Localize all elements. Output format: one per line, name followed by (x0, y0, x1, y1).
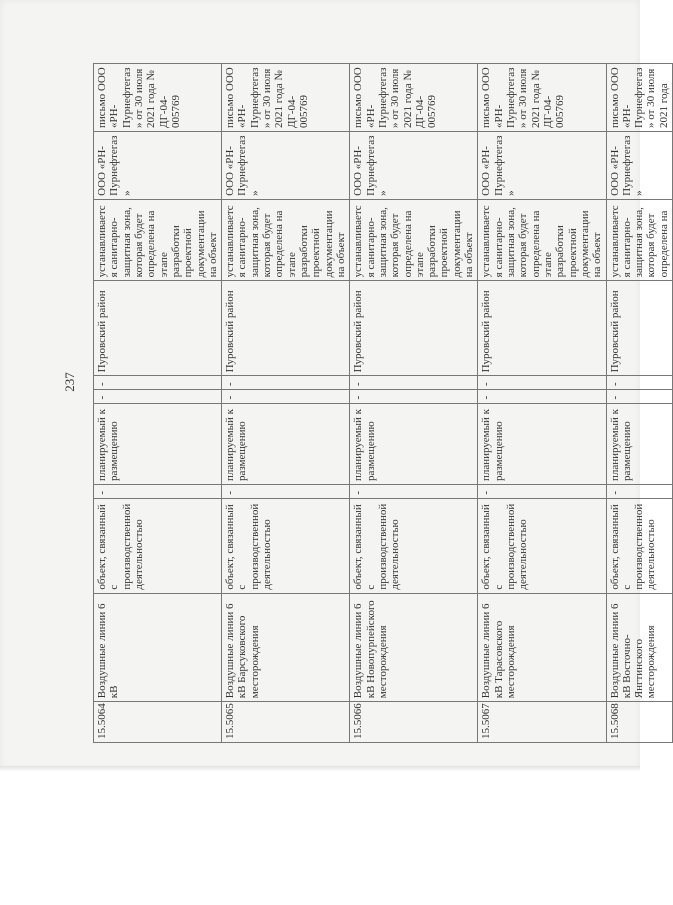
basis-document: письмо ООО «РН-Пурнефтегаз» от 30 июля 2021 года № ДГ-04-005769 (94, 64, 222, 132)
protection-zone: устанавливается санитарно-защитная зона, которая будет определена на этапе разработки проектной документации на объект (350, 199, 478, 280)
object-district: Пуровский район (606, 281, 673, 376)
object-name: Воздушные линии 6 кВ (94, 593, 222, 702)
table-row (478, 64, 606, 743)
organization: ООО «РН-Пурнефтегаз» (478, 131, 606, 199)
empty-cell: - (222, 376, 350, 390)
object-type: объект, связанный с производственной деятельностью (94, 498, 222, 593)
row-number: 15.5064 (94, 702, 222, 743)
object-status: планируемый к размещению (350, 403, 478, 484)
object-status: планируемый к размещению (222, 403, 350, 484)
object-type: объект, связанный с производственной деятельностью (606, 498, 673, 593)
empty-cell: - (606, 485, 673, 499)
object-name: Воздушные линии 6 кВ Восточно-Янгтинского месторождения (606, 593, 673, 702)
protection-zone: устанавливается санитарно-защитная зона, которая будет определена на этапе разработки проектной документации на объект (478, 199, 606, 280)
organization: ООО «РН-Пурнефтегаз» (94, 131, 222, 199)
object-type: объект, связанный с производственной деятельностью (478, 498, 606, 593)
empty-cell: - (94, 376, 222, 390)
object-status: планируемый к размещению (478, 403, 606, 484)
basis-document: письмо ООО «РН-Пурнефтегаз» от 30 июля 2021 года № ДГ-04-005769 (222, 64, 350, 132)
empty-cell: - (94, 485, 222, 499)
organization: ООО «РН-Пурнефтегаз» (222, 131, 350, 199)
object-district: Пуровский район (222, 281, 350, 376)
empty-cell: - (94, 389, 222, 403)
row-number: 15.5066 (350, 702, 478, 743)
row-number: 15.5067 (478, 702, 606, 743)
object-district: Пуровский район (94, 281, 222, 376)
empty-cell: - (478, 389, 606, 403)
object-type: объект, связанный с производственной деятельностью (350, 498, 478, 593)
empty-cell: - (478, 376, 606, 390)
empty-cell: - (478, 485, 606, 499)
object-district: Пуровский район (350, 281, 478, 376)
object-status: планируемый к размещению (94, 403, 222, 484)
empty-cell: - (350, 376, 478, 390)
empty-cell: - (350, 389, 478, 403)
protection-zone: устанавливается санитарно-защитная зона, которая будет определена на этапе разработки проектной документации на объект (94, 199, 222, 280)
basis-document: письмо ООО «РН-Пурнефтегаз» от 30 июля 2021 года № ДГ-04-005769 (478, 64, 606, 132)
empty-cell: - (606, 376, 673, 390)
object-name: Воздушные линии 6 кВ Новопурпейского месторождения (350, 593, 478, 702)
basis-document: письмо ООО «РН-Пурнефтегаз» от 30 июля 2021 года (606, 64, 673, 132)
object-type: объект, связанный с производственной деятельностью (222, 498, 350, 593)
row-number: 15.5068 (606, 702, 673, 743)
organization: ООО «РН-Пурнефтегаз» (350, 131, 478, 199)
row-number: 15.5065 (222, 702, 350, 743)
table-row (350, 64, 478, 743)
object-name: Воздушные линии 6 кВ Барсуковского месторождения (222, 593, 350, 702)
organization: ООО «РН-Пурнефтегаз» (606, 131, 673, 199)
object-status: планируемый к размещению (606, 403, 673, 484)
page-number: 237 (62, 372, 77, 392)
object-district: Пуровский район (478, 281, 606, 376)
table-row (94, 64, 222, 743)
rotated-table-container (93, 63, 670, 743)
table-row (222, 64, 350, 743)
object-name: Воздушные линии 6 кВ Тарасовского месторождения (478, 593, 606, 702)
page-edge-shadow (0, 766, 640, 772)
protection-zone: устанавливается санитарно-защитная зона, которая будет определена на этапе разработки проектной документации на объект (222, 199, 350, 280)
empty-cell: - (222, 389, 350, 403)
empty-cell: - (606, 389, 673, 403)
empty-cell: - (222, 485, 350, 499)
table-row (606, 64, 673, 743)
protection-zone: устанавливается санитарно-защитная зона, которая будет определена на (606, 199, 673, 280)
objects-registry-table (93, 63, 673, 743)
basis-document: письмо ООО «РН-Пурнефтегаз» от 30 июля 2021 года № ДГ-04-005769 (350, 64, 478, 132)
empty-cell: - (350, 485, 478, 499)
